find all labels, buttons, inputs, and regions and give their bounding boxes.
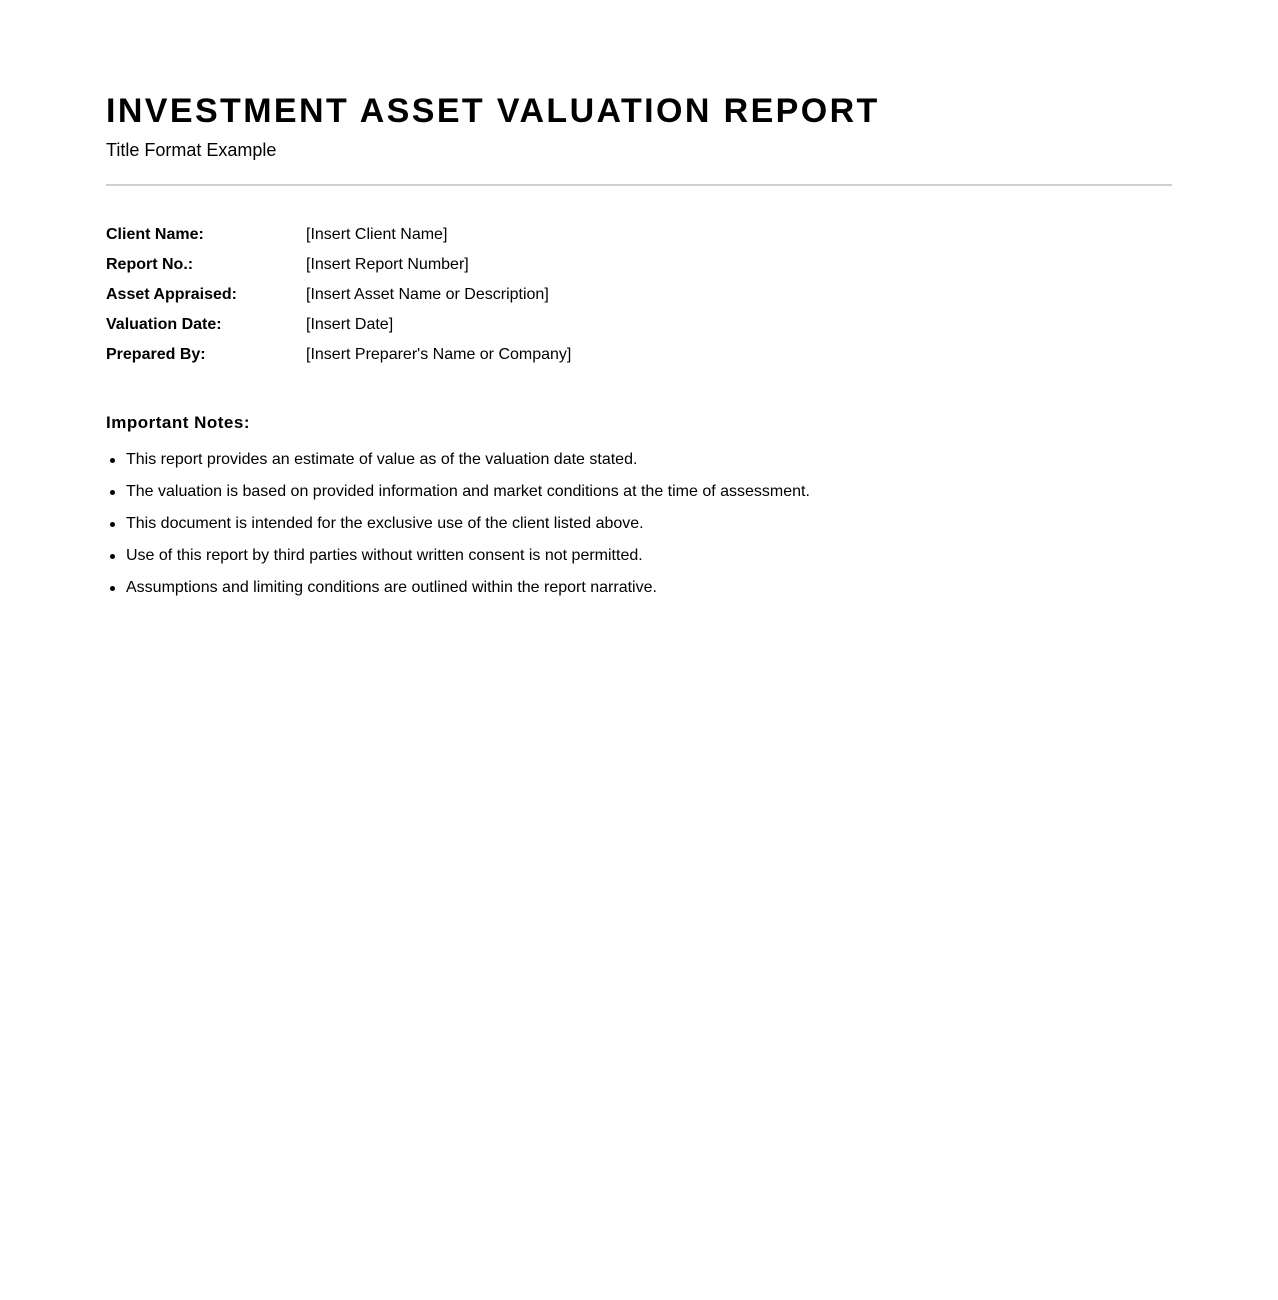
client-name-label: Client Name: [106, 226, 204, 243]
note-item [106, 578, 810, 610]
info-row-asset-appraised [106, 285, 806, 315]
bullet-icon [110, 586, 115, 591]
info-row-report-number [106, 255, 806, 285]
notes-list [106, 450, 810, 610]
note-item [106, 482, 810, 514]
note-text: The valuation is based on provided information and market conditions at the time of assessment. [126, 483, 810, 500]
report-number-label: Report No.: [106, 256, 194, 273]
info-row-prepared-by [106, 345, 806, 375]
prepared-by-value: [Insert Preparer's Name or Company] [306, 346, 572, 363]
note-text: This document is intended for the exclusive use of the client listed above. [126, 515, 644, 532]
title-divider [106, 184, 1172, 186]
note-item [106, 514, 810, 546]
note-text: Use of this report by third parties without written consent is not permitted. [126, 547, 643, 564]
report-info-table [106, 225, 806, 375]
valuation-date-label: Valuation Date: [106, 316, 222, 333]
bullet-icon [110, 554, 115, 559]
asset-appraised-value: [Insert Asset Name or Description] [306, 286, 549, 303]
report-number-value: [Insert Report Number] [306, 256, 469, 273]
report-subtitle: Title Format Example [106, 140, 277, 160]
asset-appraised-label: Asset Appraised: [106, 286, 237, 303]
bullet-icon [110, 522, 115, 527]
bullet-icon [110, 490, 115, 495]
bullet-icon [110, 458, 115, 463]
note-text: Assumptions and limiting conditions are outlined within the report narrative. [126, 579, 657, 596]
note-item [106, 450, 810, 482]
report-title: INVESTMENT ASSET VALUATION REPORT [106, 92, 880, 130]
info-row-valuation-date [106, 315, 806, 345]
notes-heading: Important Notes: [106, 413, 250, 432]
info-row-client-name [106, 225, 806, 255]
note-item [106, 546, 810, 578]
prepared-by-label: Prepared By: [106, 346, 206, 363]
client-name-value: [Insert Client Name] [306, 226, 448, 243]
valuation-date-value: [Insert Date] [306, 316, 394, 333]
note-text: This report provides an estimate of value as of the valuation date stated. [126, 451, 638, 468]
